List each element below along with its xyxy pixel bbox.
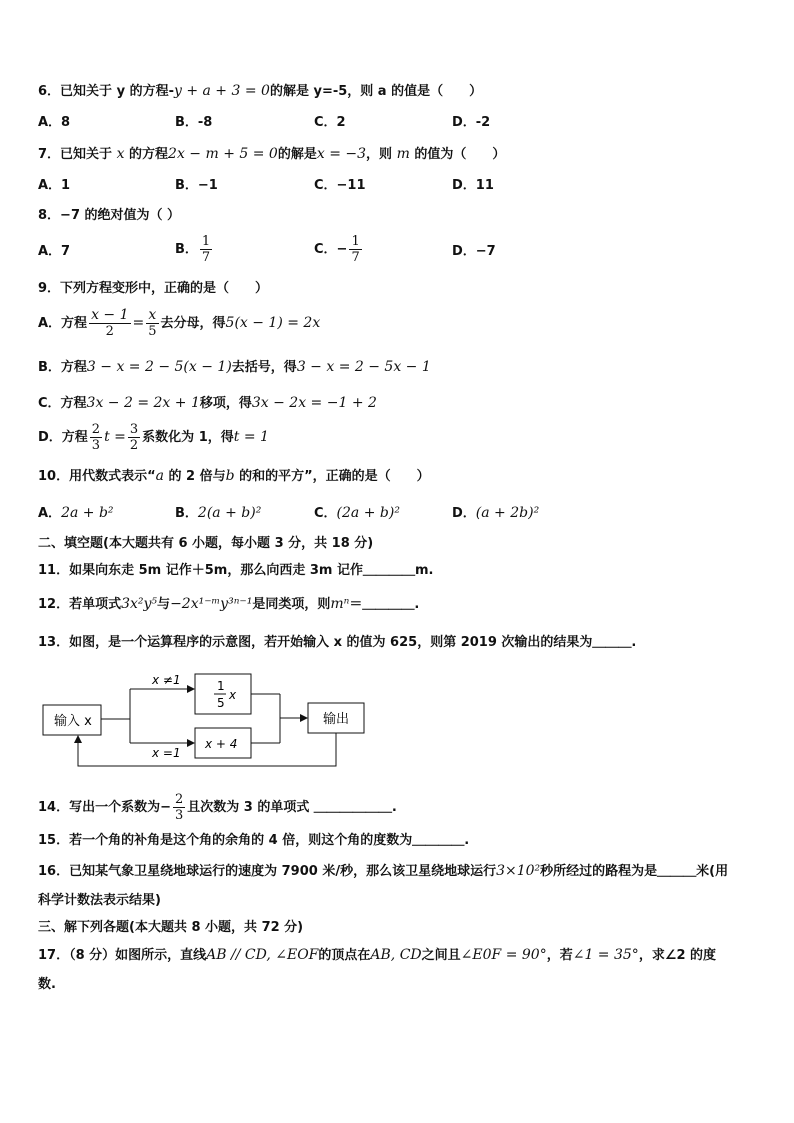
q9-a-frac2 xyxy=(146,308,158,339)
q9-b-label: B．方程 xyxy=(38,360,87,375)
q9-d-label: D．方程 xyxy=(38,430,88,445)
q17-angle: ∠E0F = 90° xyxy=(460,947,547,963)
q6-option-b: B．-8 xyxy=(175,115,213,130)
q12-number: 12． xyxy=(38,597,70,612)
question-11: 11．如果向东走 5m 记作＋5m，那么向西走 3m 记作＿＿＿＿m. xyxy=(38,563,434,578)
flowchart-cond-top: x ≠1 xyxy=(152,673,181,687)
q8-c-num: 1 xyxy=(351,234,360,249)
q7-text-mid2: 的解是 xyxy=(277,147,317,162)
q10-a-expr: 2a + b² xyxy=(61,505,114,521)
q6-number: 6． xyxy=(38,84,61,99)
q6-option-c: C．2 xyxy=(314,115,346,130)
q9-option-a xyxy=(38,308,320,339)
q8-option-b xyxy=(175,234,214,265)
q9-d-mid: 系数化为 1，得 xyxy=(142,430,234,445)
q6-option-d: D．-2 xyxy=(452,115,491,130)
q9-a-frac1-num: x − 1 xyxy=(91,307,129,323)
flowchart-box-bottom-label: x + 4 xyxy=(205,737,238,751)
q12-text-post: ＝＿＿＿＿. xyxy=(349,597,420,612)
q10-b-label: B． xyxy=(175,506,198,521)
q7-equation: 2x − m + 5 = 0 xyxy=(168,146,278,162)
q7-var-m: m xyxy=(396,146,410,162)
q12-text-mid: 与 xyxy=(157,597,171,612)
q10-d-expr: (a + 2b)² xyxy=(475,505,540,521)
q9-d-frac2-num: 3 xyxy=(129,422,139,437)
q9-a-frac2-num: x xyxy=(146,308,158,324)
q9-b-mid: 去括号，得 xyxy=(231,360,297,375)
q12-text-mid2: 是同类项，则 xyxy=(252,597,331,612)
q10-option-c xyxy=(314,504,400,523)
q17-text-mid3: ，若 xyxy=(546,948,573,963)
q9-text: 下列方程变形中，正确的是（ ） xyxy=(60,281,269,296)
q10-option-d xyxy=(452,504,539,523)
q7-solution: x = −3 xyxy=(316,146,367,162)
q6-text-post: 的解是 y=-5，则 a 的值是（ ） xyxy=(269,84,483,99)
question-16 xyxy=(38,862,728,881)
q9-d-frac1-num: 2 xyxy=(91,422,101,437)
q9-c-mid: 移项，得 xyxy=(199,396,252,411)
question-9 xyxy=(38,280,268,298)
q12-term2: −2x¹⁻ᵐy³ⁿ⁻¹ xyxy=(170,596,253,612)
q9-b-equation: 3 − x = 2 − 5(x − 1) xyxy=(86,359,232,375)
q7-text-mid: 的方程 xyxy=(129,147,169,162)
q10-number: 10． xyxy=(38,469,70,484)
q10-c-expr: (2a + b)² xyxy=(336,505,400,521)
question-7 xyxy=(38,145,505,164)
q7-option-a: A．1 xyxy=(38,178,71,193)
q14-frac-num: 2 xyxy=(174,792,184,807)
question-15: 15．若一个角的补角是这个角的余角的 4 倍，则这个角的度数为＿＿＿＿. xyxy=(38,833,470,848)
q9-a-result: 5(x − 1) = 2x xyxy=(225,315,321,331)
question-8 xyxy=(38,207,180,225)
q9-d-t: t = xyxy=(104,429,126,445)
q16-value: 3×10² xyxy=(496,863,541,879)
q9-b-result: 3 − x = 2 − 5x − 1 xyxy=(296,359,431,375)
q10-option-b xyxy=(175,504,261,523)
q8-text: −7 的绝对值为（ ） xyxy=(60,208,181,223)
q9-c-result: 3x − 2x = −1 + 2 xyxy=(251,395,377,411)
flowchart-input-label: 输入 x xyxy=(54,714,92,729)
flowchart-output-label: 输出 xyxy=(323,712,350,727)
flowchart-box-top-var: x xyxy=(229,688,237,702)
q17-text-mid: 的顶点在 xyxy=(318,948,371,963)
question-17 xyxy=(38,946,716,965)
q6-option-a: A．8 xyxy=(38,115,71,130)
q6-text-pre: 已知关于 y 的方程- xyxy=(60,84,174,99)
q9-a-frac1 xyxy=(89,308,130,339)
q17-text-post: ，求∠2 的度 xyxy=(638,948,717,963)
q17-line2: 数. xyxy=(38,977,56,992)
q9-number: 9． xyxy=(38,281,61,296)
q17-points: AB, CD xyxy=(370,947,422,963)
section-3-heading: 三、解下列各题(本大题共 8 小题，共 72 分) xyxy=(38,920,304,935)
flowchart-cond-bottom: x =1 xyxy=(152,746,181,760)
q8-option-c-fraction xyxy=(349,234,361,265)
q12-text-pre: 若单项式 xyxy=(69,597,122,612)
q8-option-a: A．7 xyxy=(38,244,71,259)
q8-option-c-label: C．− xyxy=(314,242,348,257)
q10-b-expr: 2(a + b)² xyxy=(197,505,262,521)
q7-option-d: D．11 xyxy=(452,178,494,193)
q10-var-a: a xyxy=(155,468,164,484)
q9-a-frac2-den: 5 xyxy=(148,324,157,339)
q8-option-c xyxy=(314,234,364,265)
q9-d-frac1 xyxy=(90,422,102,453)
question-13: 13．如图，是一个运算程序的示意图，若开始输入 x 的值为 625，则第 2019 次输出的结果为＿＿＿. xyxy=(38,635,637,650)
q9-option-b xyxy=(38,358,431,377)
q9-c-equation: 3x − 2 = 2x + 1 xyxy=(86,395,200,411)
q10-var-b: b xyxy=(225,468,235,484)
q9-option-c xyxy=(38,394,377,413)
q10-d-label: D． xyxy=(452,506,476,521)
q16-line2: 科学计数法表示结果) xyxy=(38,893,161,908)
flowchart-box-top-den: 5 xyxy=(217,696,225,710)
q17-text-pre: 17．（8 分）如图所示，直线 xyxy=(38,948,207,963)
q9-a-eq: = xyxy=(132,315,145,331)
q9-a-frac1-den: 2 xyxy=(105,324,114,339)
q10-c-label: C． xyxy=(314,506,337,521)
q7-option-c: C．−11 xyxy=(314,178,366,193)
q12-term1: 3x²y⁵ xyxy=(121,596,158,612)
q9-d-frac2-den: 2 xyxy=(129,438,139,453)
q7-text-pre: 已知关于 xyxy=(60,147,113,162)
q14-text-pre: 14．写出一个系数为− xyxy=(38,800,171,815)
q9-d-result: t = 1 xyxy=(233,429,269,445)
question-14 xyxy=(38,792,397,823)
question-12 xyxy=(38,595,419,614)
flowchart-box-top-num: 1 xyxy=(217,679,225,693)
q8-option-b-label: B． xyxy=(175,242,198,257)
q7-option-b: B．−1 xyxy=(175,178,218,193)
q8-b-den: 7 xyxy=(201,250,211,265)
q9-c-label: C．方程 xyxy=(38,396,87,411)
q10-text-post: 的和的平方”，正确的是（ ） xyxy=(239,469,430,484)
q12-term3: mⁿ xyxy=(330,596,350,612)
q9-a-mid: 去分母，得 xyxy=(160,316,226,331)
q9-d-frac2 xyxy=(128,422,140,453)
q17-text-mid2: 之间且 xyxy=(421,948,461,963)
q8-b-num: 1 xyxy=(201,234,211,249)
q14-fraction xyxy=(173,792,185,823)
q7-text-post: 的值为（ ） xyxy=(414,147,506,162)
q10-option-a xyxy=(38,504,114,523)
q8-option-d: D．−7 xyxy=(452,244,496,259)
q9-d-frac1-den: 3 xyxy=(91,438,101,453)
q10-a-label: A． xyxy=(38,506,62,521)
q10-text-mid: 的 2 倍与 xyxy=(168,469,226,484)
q8-c-den: 7 xyxy=(351,250,360,265)
q10-text-pre: 用代数式表示“ xyxy=(69,469,156,484)
q14-text-post: 且次数为 3 的单项式 ＿＿＿＿＿＿. xyxy=(187,800,397,815)
q16-text-pre: 16．已知某气象卫星绕地球运行的速度为 7900 米/秒，那么该卫星绕地球运行 xyxy=(38,864,497,879)
q17-angle1: ∠1 = 35° xyxy=(572,947,639,963)
section-2-heading: 二、填空题(本大题共有 6 小题，每小题 3 分，共 18 分) xyxy=(38,536,374,551)
q9-a-label: A．方程 xyxy=(38,316,88,331)
question-10 xyxy=(38,467,430,486)
q7-text-mid3: ，则 xyxy=(366,147,393,162)
q7-number: 7． xyxy=(38,147,61,162)
q9-option-d xyxy=(38,422,269,453)
q7-var-x: x xyxy=(116,146,125,162)
q8-number: 8． xyxy=(38,208,61,223)
q6-equation: y + a + 3 = 0 xyxy=(173,83,270,99)
q8-option-b-fraction xyxy=(200,234,212,265)
q17-lines: AB // CD, ∠EOF xyxy=(206,947,319,963)
q16-text-post: 秒所经过的路程为是＿＿＿米(用 xyxy=(540,864,729,879)
question-6 xyxy=(38,82,482,101)
flowchart-diagram xyxy=(40,670,380,774)
q14-frac-den: 3 xyxy=(174,808,184,823)
